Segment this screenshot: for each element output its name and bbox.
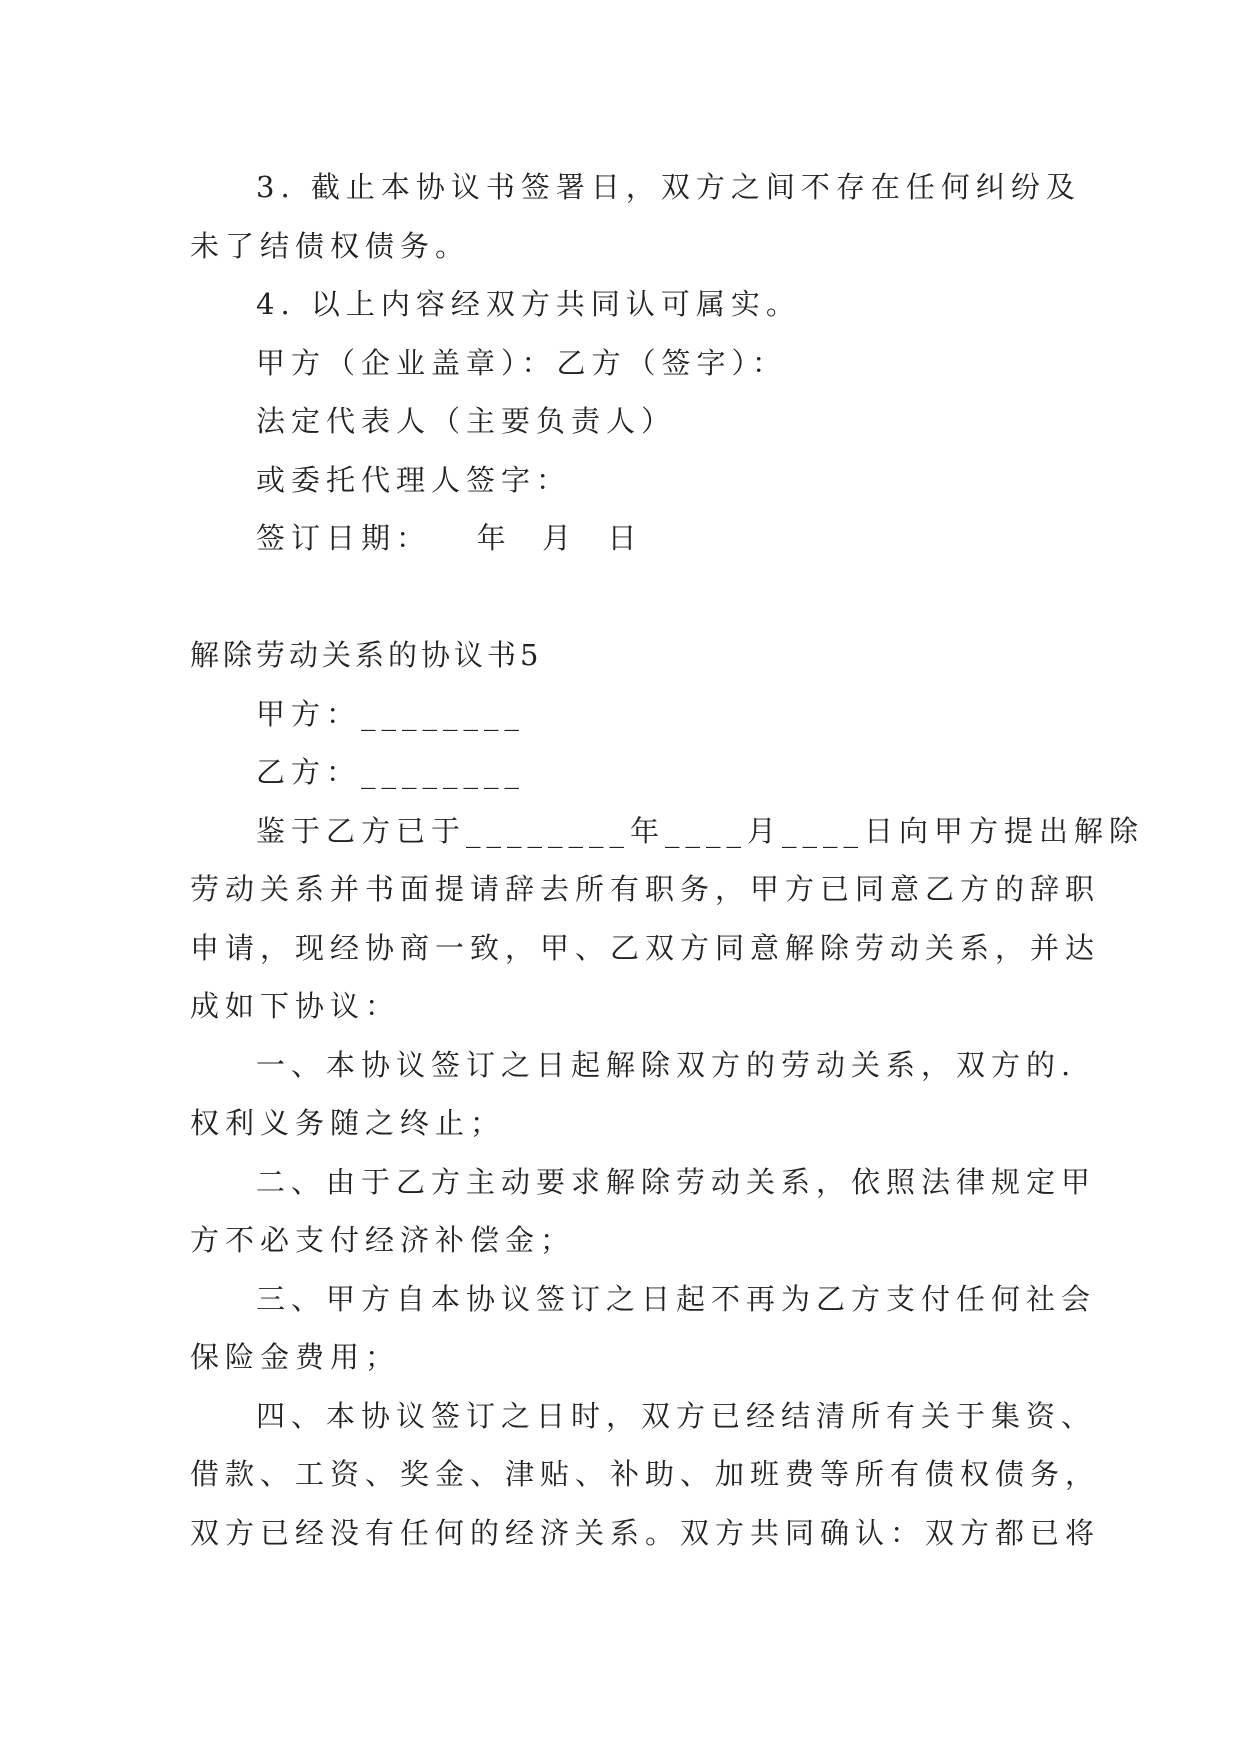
item-3-line-1: 3. 截止本协议书签署日，双方之间不存在任何纠纷及 <box>256 170 1081 204</box>
agent-signature: 或委托代理人签字： <box>256 462 572 497</box>
preamble-line-4: 成如下协议： <box>190 989 401 1023</box>
clause-4-line-1: 四、本协议签订之日时，双方已经结清所有关于集资、 <box>256 1398 1097 1433</box>
clause-3-line-1: 三、甲方自本协议签订之日起不再为乙方支付任何社会 <box>256 1281 1097 1316</box>
clause-4-line-2: 借款、工资、奖金、津贴、补助、加班费等所有债权债务， <box>190 1457 1101 1491</box>
clause-1-line-2: 权利义务随之终止； <box>190 1106 506 1140</box>
sign-parties: 甲方（企业盖章）：乙方（签字）： <box>256 345 788 380</box>
party-a-field: 甲方：________ <box>256 696 526 731</box>
section-gap <box>190 568 1060 627</box>
preamble-line-3: 申请，现经协商一致，甲、乙双方同意解除劳动关系，并达 <box>190 930 1101 965</box>
preamble-line-1: 鉴于乙方已于________年____月____日向甲方提出解除 <box>256 813 1145 848</box>
document-body <box>190 158 1145 1562</box>
item-3-line-2: 未了结债权债务。 <box>190 228 471 263</box>
party-b-field: 乙方：________ <box>256 755 526 789</box>
preamble-line-2: 劳动关系并书面提请辞去所有职务，甲方已同意乙方的辞职 <box>190 872 1101 906</box>
item-4: 4. 以上内容经双方共同认可属实。 <box>256 287 801 321</box>
legal-representative: 法定代表人（主要负责人） <box>256 404 677 438</box>
clause-2-line-1: 二、由于乙方主动要求解除劳动关系，依照法律规定甲 <box>256 1164 1097 1199</box>
clause-1-line-1: 一、本协议签订之日起解除双方的劳动关系，双方的. <box>256 1047 1077 1082</box>
clause-2-line-2: 方不必支付经济补偿金； <box>190 1223 576 1257</box>
clause-4-line-3: 双方已经没有任何的经济关系。双方共同确认：双方都已将 <box>190 1515 1101 1550</box>
sign-date: 签订日期： 年 月 日 <box>256 521 643 555</box>
section-5-title: 解除劳动关系的协议书5 <box>190 638 543 672</box>
clause-3-line-2: 保险金费用； <box>190 1340 401 1374</box>
